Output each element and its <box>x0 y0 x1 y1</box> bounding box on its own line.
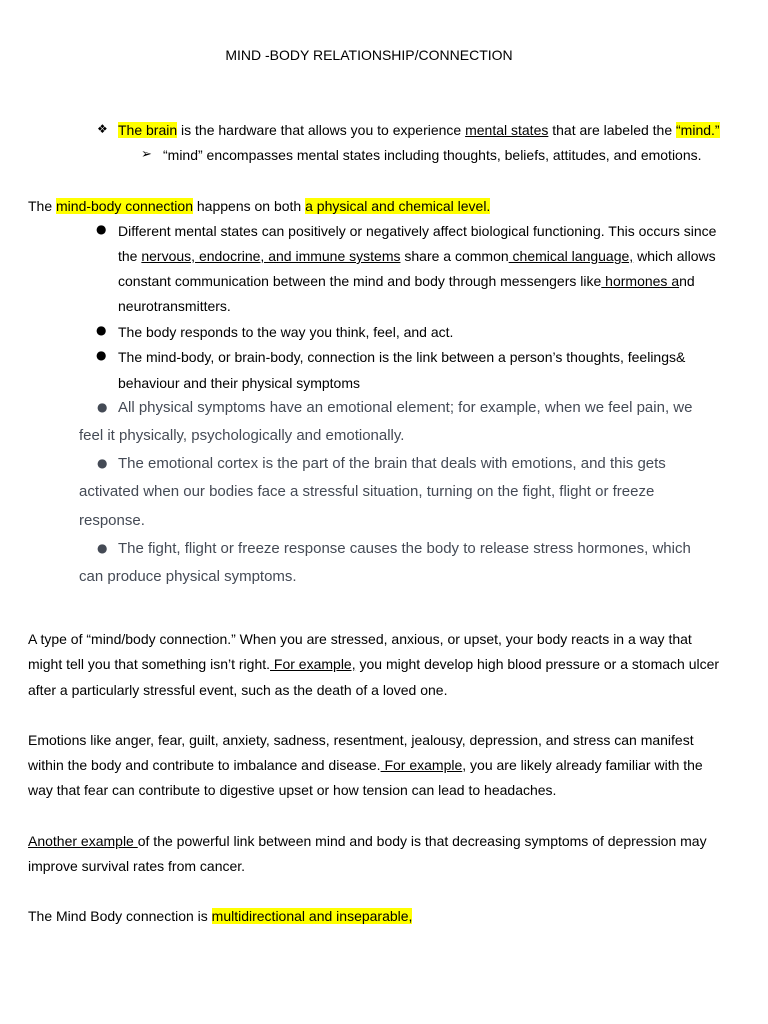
text-run: response. <box>79 512 145 529</box>
bullet-mental-states-line1 <box>118 222 716 240</box>
text-run: All physical symptoms have an emotional element; for example, when we feel pain, we <box>118 399 693 416</box>
text-run: way that fear can contribute to digestive upset or how tension can lead to headaches. <box>28 782 557 798</box>
underlined-text: nervous, endocrine, and immune systems <box>141 248 401 264</box>
paragraph-emotions-line3 <box>28 781 556 799</box>
gray-bullet-cortex-line1 <box>118 455 666 473</box>
text-run: within the body and contribute to imbalance and disease. <box>28 757 381 773</box>
text-run: Emotions like anger, fear, guilt, anxiety, sadness, resentment, jealousy, depression, and stress can manifest <box>28 732 694 748</box>
gray-bullet-emotional-element-line2 <box>79 427 404 445</box>
paragraph-mind-body-line1 <box>28 630 692 648</box>
text-run: the <box>118 248 142 264</box>
text-run: of the powerful link between mind and body is that decreasing symptoms of depression may <box>137 833 707 849</box>
text-run: The emotional cortex is the part of the brain that deals with emotions, and this gets <box>118 455 666 472</box>
text-run: “mind” encompasses mental states including thoughts, beliefs, attitudes, and emotions. <box>163 147 702 163</box>
paragraph-multidirectional <box>28 907 412 925</box>
brain-hardware-item <box>118 121 720 139</box>
text-run: The mind-body, or brain-body, connection is the link between a person’s thoughts, feelings& <box>118 349 686 365</box>
gray-bullet-emotional-element-line1 <box>118 399 692 417</box>
text-run: , you are likely already familiar with the <box>462 757 703 773</box>
arrowhead-icon: ➢ <box>141 147 152 162</box>
underlined-text: Another example <box>28 833 138 849</box>
bullet-body-responds <box>118 323 453 341</box>
paragraph-emotions-line1 <box>28 731 694 749</box>
text-run: A type of “mind/body connection.” When you are stressed, anxious, or upset, your body reacts in a way that <box>28 631 692 647</box>
bullet-link-line2 <box>118 374 360 392</box>
connection-intro <box>28 197 490 215</box>
highlighted-text: mind-body connection <box>56 198 193 214</box>
underlined-text: hormones a <box>601 273 680 289</box>
text-run: nd <box>679 273 695 289</box>
highlighted-text: a physical and chemical level. <box>305 198 491 214</box>
disc-bullet-icon: ● <box>96 348 107 362</box>
underlined-text: mental states <box>465 122 549 138</box>
text-run: constant communication between the mind and body through messengers like <box>118 273 602 289</box>
text-run: improve survival rates from cancer. <box>28 858 246 874</box>
underlined-text: For example, <box>270 656 356 672</box>
disc-bullet-icon: ● <box>96 323 107 337</box>
paragraph-mind-body-line2 <box>28 655 719 673</box>
text-run: is the hardware that allows you to experience <box>177 122 466 138</box>
paragraph-emotions-line2 <box>28 756 703 774</box>
gray-bullet-cortex-line2 <box>79 483 654 501</box>
bullet-link-line1 <box>118 348 685 366</box>
disc-bullet-icon: ● <box>97 400 108 414</box>
highlighted-text: The brain <box>118 122 178 138</box>
text-run: neurotransmitters. <box>118 298 231 314</box>
text-run: The Mind Body connection is <box>28 908 212 924</box>
text-run: might tell you that something isn’t right. <box>28 656 271 672</box>
text-run: share a common <box>400 248 509 264</box>
text-run: you might develop high blood pressure or a stomach ulcer <box>355 656 720 672</box>
highlighted-text: “mind.” <box>676 122 720 138</box>
gray-bullet-cortex-line3 <box>79 512 145 530</box>
text-run: feel it physically, psychologically and emotionally. <box>79 427 405 444</box>
underlined-text: chemical language, <box>508 248 634 264</box>
paragraph-another-example-line2 <box>28 857 245 875</box>
text-run: Different mental states can positively or negatively affect biological functioning. This occurs since <box>118 223 717 239</box>
text-run: happens on both <box>193 198 306 214</box>
paragraph-mind-body-line3 <box>28 681 447 699</box>
gray-bullet-fight-flight-line2 <box>79 568 297 586</box>
disc-bullet-icon: ● <box>97 541 108 555</box>
paragraph-another-example-line1 <box>28 832 707 850</box>
text-run: that are labeled the <box>548 122 677 138</box>
disc-bullet-icon: ● <box>97 456 108 470</box>
text-run: behaviour and their physical symptoms <box>118 375 361 391</box>
text-run: The fight, flight or freeze response causes the body to release stress hormones, which <box>118 540 691 557</box>
text-run: The body responds to the way you think, feel, and act. <box>118 324 454 340</box>
diamond-bullet-icon: ❖ <box>97 122 108 136</box>
text-run: after a particularly stressful event, such as the death of a loved one. <box>28 682 448 698</box>
underlined-text: For example <box>380 757 463 773</box>
mind-definition-subitem <box>163 146 702 164</box>
text-run: activated when our bodies face a stressful situation, turning on the fight, flight or freeze <box>79 483 655 500</box>
bullet-mental-states-line3 <box>118 272 695 290</box>
gray-bullet-fight-flight-line1 <box>118 540 691 558</box>
text-run: can produce physical symptoms. <box>79 568 297 585</box>
text-run: which allows <box>633 248 716 264</box>
bullet-mental-states-line4 <box>118 297 231 315</box>
text-run: The <box>28 198 57 214</box>
disc-bullet-icon: ● <box>96 222 107 236</box>
page-title: MIND -BODY RELATIONSHIP/CONNECTION <box>225 47 513 63</box>
highlighted-text: multidirectional and inseparable, <box>211 908 413 924</box>
bullet-mental-states-line2 <box>118 247 716 265</box>
